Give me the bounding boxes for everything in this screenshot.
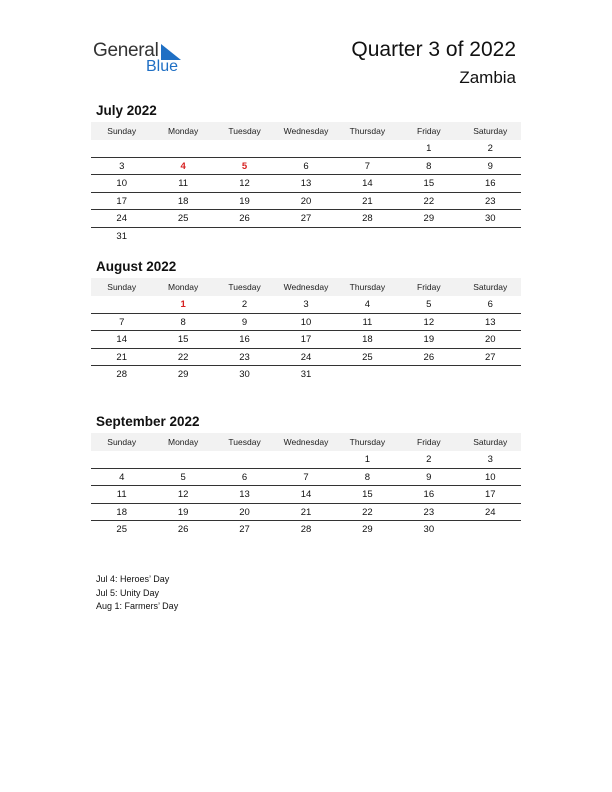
weekday-header-row xyxy=(91,433,521,451)
weekday-label: Friday xyxy=(417,282,441,292)
date-cell: 24 xyxy=(484,506,496,518)
date-cell: 9 xyxy=(487,160,493,172)
date-cell: 6 xyxy=(487,299,493,310)
date-cell: 24 xyxy=(300,351,312,363)
date-cell xyxy=(275,140,336,157)
country-name: Zambia xyxy=(459,68,516,87)
weekday-label: Tuesday xyxy=(228,282,261,292)
date-cell: 5 xyxy=(180,471,186,483)
holiday-date-cell: 5 xyxy=(241,160,248,172)
date-cell xyxy=(398,366,459,384)
date-cell: 31 xyxy=(300,369,312,380)
weekday-label: Wednesday xyxy=(283,437,329,447)
date-cell: 30 xyxy=(423,524,435,535)
date-cell xyxy=(91,140,152,157)
week-row xyxy=(91,469,521,487)
date-cell: 23 xyxy=(239,351,250,363)
date-cell: 17 xyxy=(484,489,496,500)
date-cell: 10 xyxy=(484,471,496,483)
date-cell: 27 xyxy=(484,351,496,363)
weekday-label: Thursday xyxy=(349,126,386,136)
weekday-label: Saturday xyxy=(473,126,508,136)
date-cell xyxy=(152,140,213,157)
date-cell: 11 xyxy=(362,316,373,328)
date-cell: 18 xyxy=(116,506,127,518)
date-cell: 12 xyxy=(239,178,250,189)
date-cell: 5 xyxy=(426,299,432,310)
date-cell: 25 xyxy=(362,351,373,363)
weekday-label: Tuesday xyxy=(228,126,261,136)
weekday-label: Monday xyxy=(168,126,199,136)
date-cell: 18 xyxy=(177,195,189,207)
date-cell: 20 xyxy=(300,195,312,207)
week-row xyxy=(91,296,521,314)
date-cell: 21 xyxy=(362,195,373,207)
date-cell xyxy=(152,451,213,468)
holiday-notes xyxy=(96,573,178,614)
date-cell: 14 xyxy=(362,178,373,189)
date-cell: 18 xyxy=(362,334,373,345)
date-cell: 20 xyxy=(239,506,250,518)
date-cell xyxy=(460,366,521,384)
date-cell: 13 xyxy=(484,316,496,328)
date-cell: 11 xyxy=(116,489,127,500)
date-cell xyxy=(460,228,521,246)
week-row xyxy=(91,158,521,176)
holiday-date-cell: 4 xyxy=(180,160,186,172)
weekday-label: Wednesday xyxy=(283,126,329,136)
date-cell: 2 xyxy=(426,454,432,465)
weekday-label: Friday xyxy=(417,437,441,447)
date-cell xyxy=(275,228,336,246)
date-cell: 16 xyxy=(484,178,496,189)
date-cell xyxy=(214,140,275,157)
date-cell: 28 xyxy=(116,369,127,380)
date-cell: 17 xyxy=(300,334,312,345)
month-august xyxy=(91,258,521,384)
weekday-header-row xyxy=(91,278,521,296)
date-cell: 19 xyxy=(239,195,250,207)
date-cell: 21 xyxy=(116,351,127,363)
week-row xyxy=(91,314,521,332)
date-cell: 9 xyxy=(426,471,432,483)
date-cell: 3 xyxy=(119,160,125,172)
date-cell: 7 xyxy=(119,316,125,328)
holiday-note: Aug 1: Farmers’ Day xyxy=(96,601,179,611)
date-cell: 31 xyxy=(116,230,127,242)
weekday-label: Monday xyxy=(168,282,199,292)
date-cell xyxy=(398,228,459,246)
week-row xyxy=(91,521,521,539)
date-cell: 26 xyxy=(239,213,250,224)
date-cell: 29 xyxy=(362,524,373,535)
logo-text-blue: Blue xyxy=(146,58,179,75)
date-cell xyxy=(91,451,152,468)
weekday-label: Tuesday xyxy=(228,437,261,447)
date-cell: 16 xyxy=(423,489,435,500)
date-cell: 8 xyxy=(180,316,186,328)
weekday-label: Friday xyxy=(417,126,441,136)
week-row xyxy=(91,504,521,522)
date-cell xyxy=(337,228,398,246)
week-row xyxy=(91,228,521,246)
weekday-label: Sunday xyxy=(107,437,137,447)
weekday-label: Wednesday xyxy=(283,282,329,292)
date-cell: 15 xyxy=(362,489,373,500)
week-row xyxy=(91,210,521,228)
date-cell: 16 xyxy=(239,334,250,345)
date-cell: 1 xyxy=(426,143,432,154)
date-cell: 17 xyxy=(116,195,127,207)
date-cell: 13 xyxy=(239,489,250,500)
date-cell: 26 xyxy=(423,351,435,363)
weekday-header-row xyxy=(91,122,521,140)
date-cell: 15 xyxy=(423,178,435,189)
week-row xyxy=(91,349,521,367)
date-cell: 21 xyxy=(300,506,312,518)
month-title: September 2022 xyxy=(96,414,200,429)
date-cell: 28 xyxy=(300,524,312,535)
date-cell: 2 xyxy=(487,143,493,154)
date-cell: 1 xyxy=(364,454,371,465)
date-cell: 29 xyxy=(423,213,435,224)
date-cell: 30 xyxy=(239,369,250,380)
date-cell: 2 xyxy=(241,299,248,310)
holiday-date-cell: 1 xyxy=(180,299,186,310)
logo-text-general: General xyxy=(93,40,159,61)
week-row xyxy=(91,486,521,504)
date-cell xyxy=(152,228,213,246)
date-cell: 27 xyxy=(300,213,312,224)
date-cell xyxy=(337,366,398,384)
date-cell: 22 xyxy=(177,351,189,363)
date-cell: 23 xyxy=(423,506,435,518)
date-cell: 3 xyxy=(303,299,309,310)
month-title: July 2022 xyxy=(96,103,157,118)
date-cell: 3 xyxy=(487,454,493,465)
month-title: August 2022 xyxy=(96,259,177,274)
date-cell: 26 xyxy=(177,524,189,535)
date-cell: 22 xyxy=(362,506,373,518)
date-cell: 28 xyxy=(362,213,373,224)
date-cell: 15 xyxy=(177,334,189,345)
weekday-label: Thursday xyxy=(349,437,386,447)
date-cell xyxy=(337,140,398,157)
date-cell: 14 xyxy=(300,489,312,500)
weekday-label: Saturday xyxy=(473,437,508,447)
date-cell: 12 xyxy=(177,489,189,500)
week-row xyxy=(91,175,521,193)
date-cell: 23 xyxy=(484,195,496,207)
holiday-note: Jul 5: Unity Day xyxy=(96,587,160,598)
date-cell xyxy=(91,296,152,313)
date-cell: 7 xyxy=(364,160,371,172)
date-cell: 11 xyxy=(178,178,189,189)
date-cell: 6 xyxy=(303,160,309,172)
holiday-note: Jul 4: Heroes’ Day xyxy=(96,574,170,584)
date-cell: 4 xyxy=(119,471,125,483)
week-row xyxy=(91,140,521,158)
date-cell: 25 xyxy=(116,524,127,535)
date-cell: 7 xyxy=(303,471,309,483)
week-row xyxy=(91,451,521,469)
date-cell xyxy=(214,228,275,246)
date-cell xyxy=(214,451,275,468)
date-cell xyxy=(275,451,336,468)
date-cell: 10 xyxy=(300,316,312,328)
date-cell: 8 xyxy=(364,471,371,483)
date-cell: 25 xyxy=(177,213,189,224)
date-cell: 4 xyxy=(364,299,371,310)
date-cell: 29 xyxy=(177,369,189,380)
date-cell: 19 xyxy=(423,334,435,345)
date-cell: 9 xyxy=(241,316,248,328)
date-cell: 22 xyxy=(423,195,435,207)
weekday-label: Saturday xyxy=(473,282,508,292)
date-cell: 10 xyxy=(116,178,127,189)
date-cell: 20 xyxy=(484,334,496,345)
week-row xyxy=(91,193,521,211)
date-cell: 6 xyxy=(241,471,248,483)
date-cell: 30 xyxy=(484,213,496,224)
week-row xyxy=(91,366,521,384)
weekday-label: Thursday xyxy=(349,282,386,292)
date-cell: 19 xyxy=(177,506,189,518)
date-cell: 27 xyxy=(239,524,250,535)
month-september xyxy=(91,413,521,539)
generalblue-logo xyxy=(93,40,193,80)
date-cell: 13 xyxy=(300,178,312,189)
date-cell: 24 xyxy=(116,213,127,224)
date-cell: 12 xyxy=(423,316,435,328)
date-cell: 8 xyxy=(426,160,432,172)
month-july xyxy=(91,102,521,245)
weekday-label: Sunday xyxy=(107,282,137,292)
date-cell xyxy=(460,521,521,539)
date-cell: 14 xyxy=(116,334,127,345)
week-row xyxy=(91,331,521,349)
weekday-label: Monday xyxy=(168,437,199,447)
page-title: Quarter 3 of 2022 xyxy=(351,38,516,61)
weekday-label: Sunday xyxy=(107,126,137,136)
